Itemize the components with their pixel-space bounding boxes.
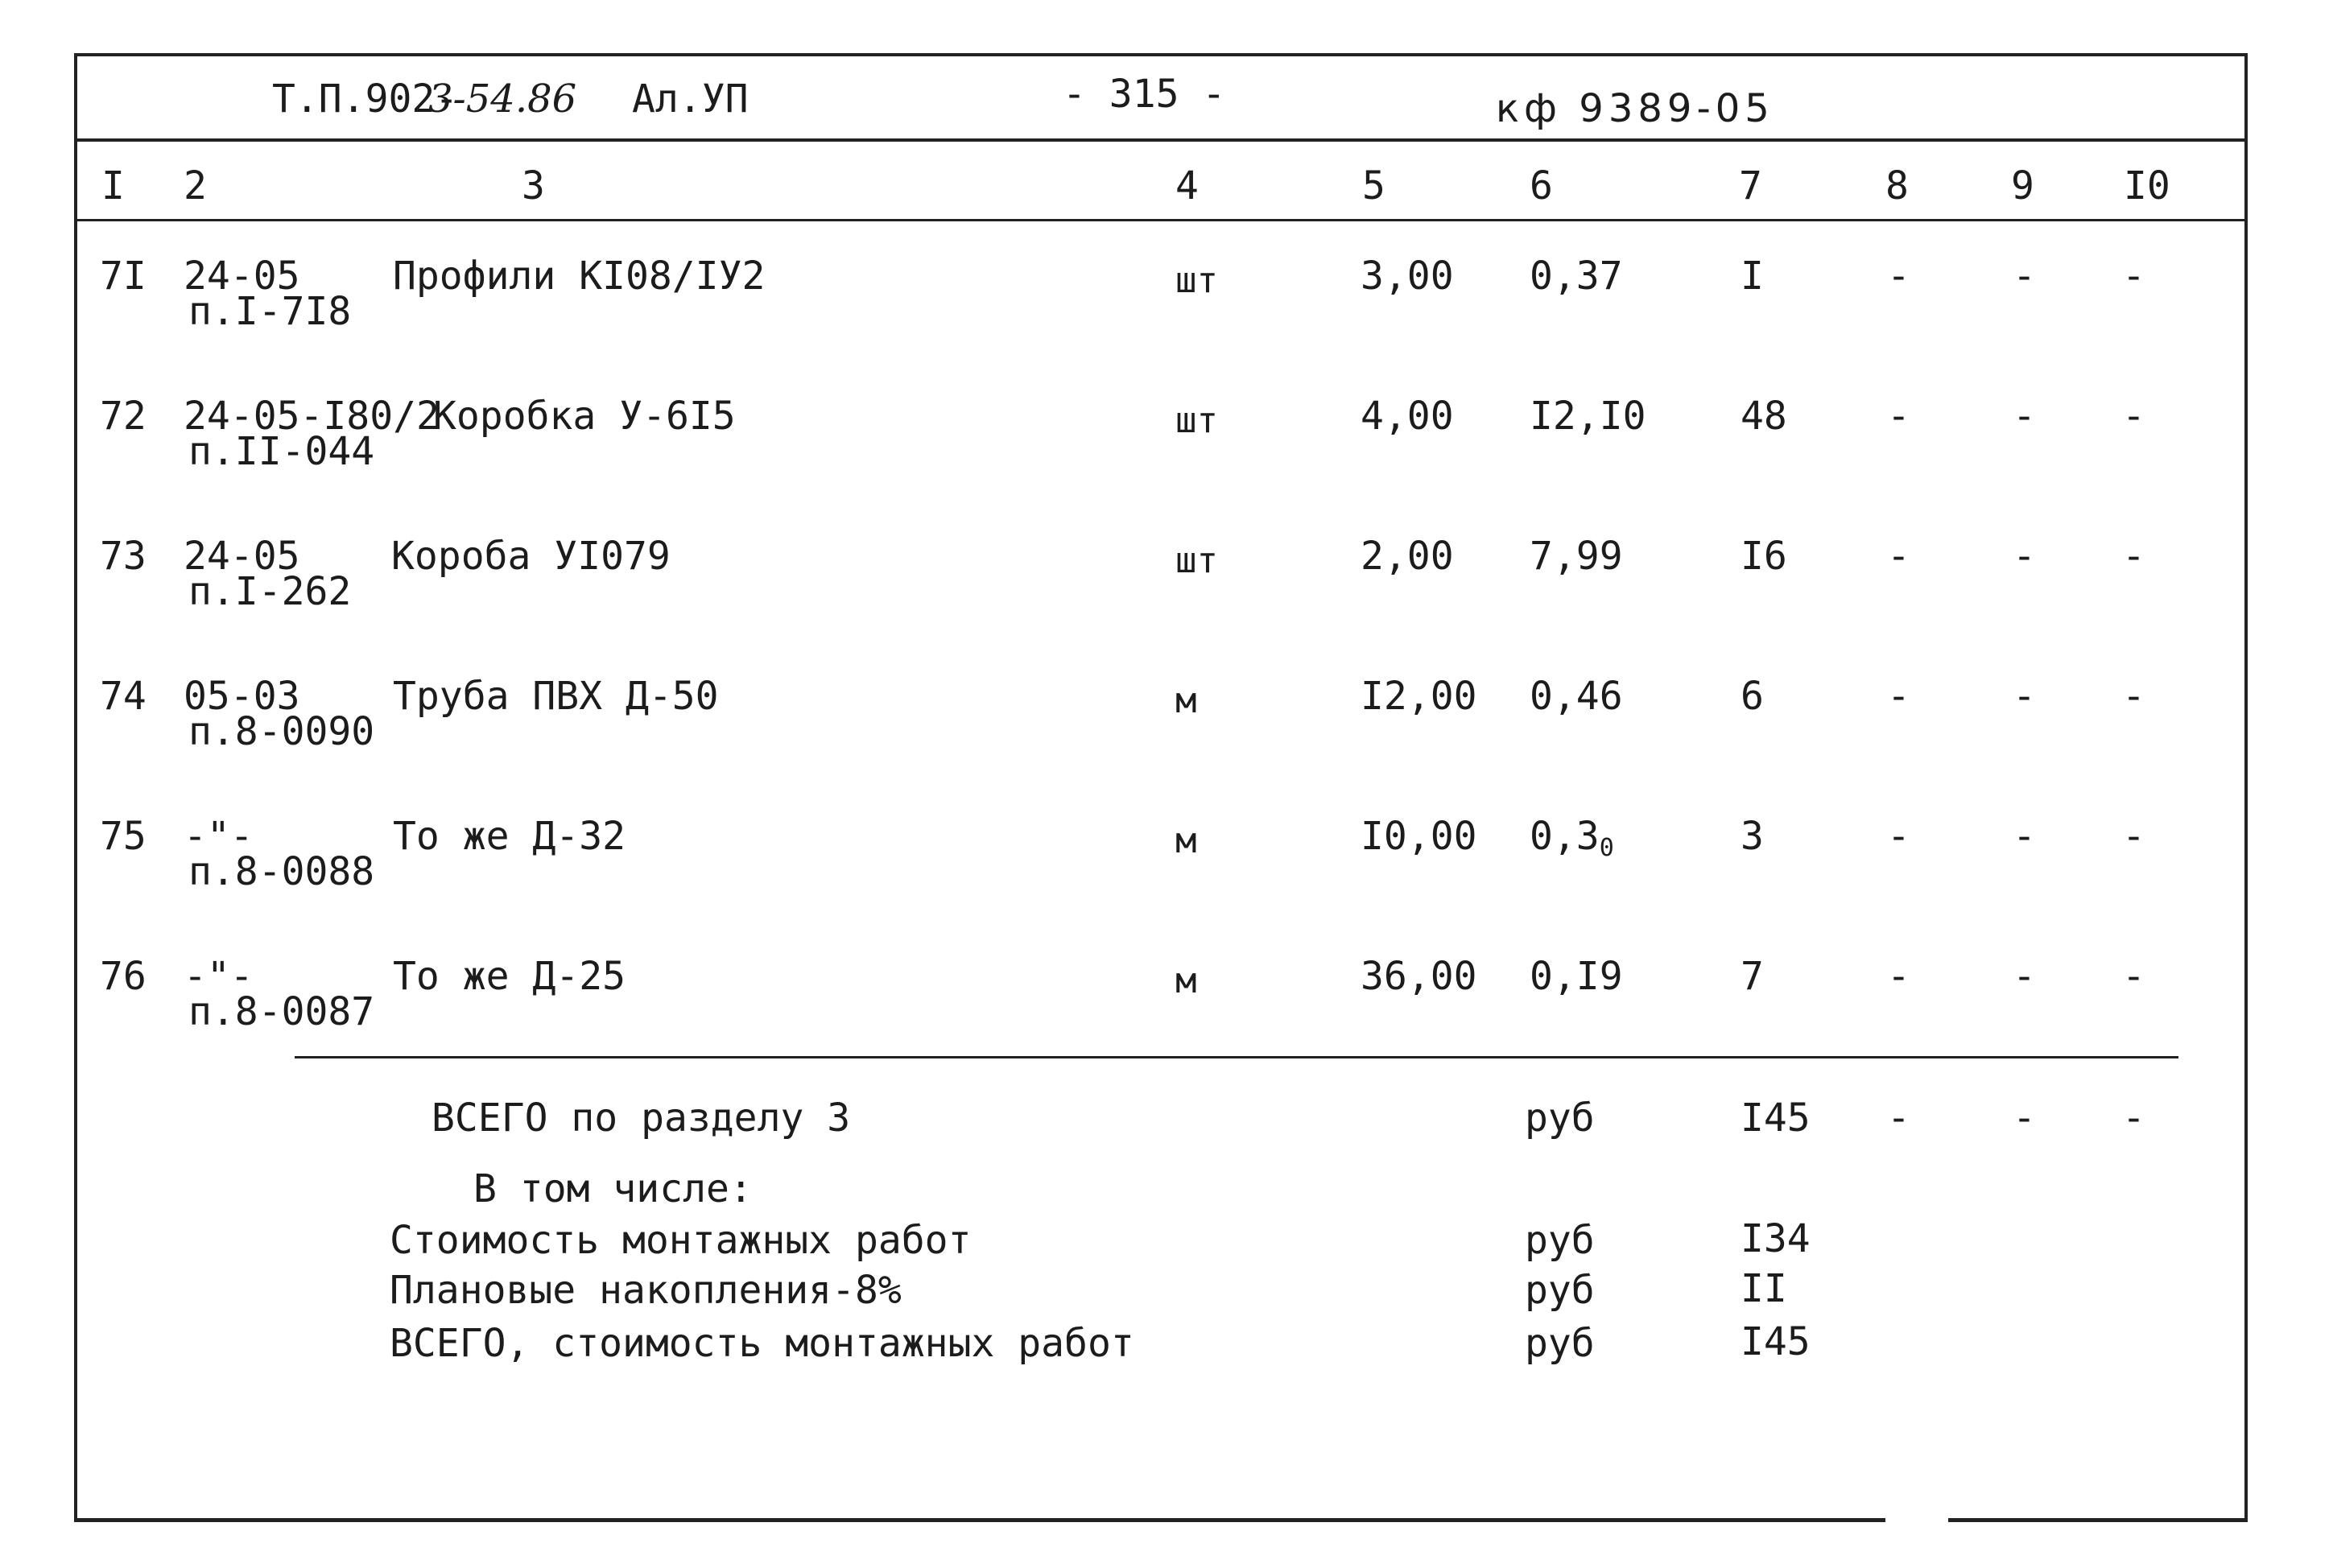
frame-bottom-border — [74, 1518, 1885, 1522]
row-total: 6 — [1741, 674, 1764, 719]
section-total-value: I45 — [1741, 1096, 1811, 1141]
column-header: 8 — [1885, 163, 1909, 208]
row-unit: м — [1175, 680, 1197, 721]
column-header: 2 — [184, 163, 207, 208]
page-number: - 315 - — [1063, 72, 1226, 117]
row-col9: - — [2013, 954, 2036, 999]
row-price: I2,I0 — [1530, 394, 1646, 439]
row-price-subscript: 0 — [1599, 834, 1614, 862]
row-quantity: I2,00 — [1361, 674, 1477, 719]
row-col9: - — [2013, 814, 2036, 859]
section-total-col9: - — [2013, 1096, 2036, 1141]
album-label: Ал.УП — [632, 76, 749, 122]
row-col8: - — [1887, 674, 1910, 719]
row-col10: - — [2122, 534, 2145, 579]
row-col10: - — [2122, 954, 2145, 999]
row-col10: - — [2122, 254, 2145, 299]
row-number: 73 — [100, 534, 147, 579]
row-number: 7I — [100, 254, 147, 299]
column-header-divider — [74, 219, 2248, 221]
row-name: То же Д-25 — [393, 954, 626, 999]
row-price: 0,46 — [1530, 674, 1623, 719]
row-name: Труба ПВХ Д-50 — [393, 674, 719, 719]
row-col9: - — [2013, 254, 2036, 299]
row-col10: - — [2122, 814, 2145, 859]
row-code-item: п.II-044 — [188, 429, 375, 474]
row-number: 72 — [100, 394, 147, 439]
row-code-item: п.I-262 — [188, 569, 352, 614]
row-price — [1530, 815, 1614, 870]
header-divider — [74, 138, 2248, 142]
row-unit: м — [1175, 820, 1197, 861]
column-header: 6 — [1530, 163, 1553, 208]
row-quantity: 4,00 — [1361, 394, 1454, 439]
row-code-item: п.I-7I8 — [188, 289, 352, 334]
doc-prefix: Т.П.902- — [272, 76, 459, 122]
row-price: 0,I9 — [1530, 954, 1623, 999]
row-unit: м — [1175, 960, 1197, 1001]
row-code: -"- — [184, 814, 254, 859]
section-total-col8: - — [1887, 1096, 1910, 1141]
row-code-item: п.8-0088 — [188, 849, 375, 894]
row-total: 48 — [1741, 394, 1787, 439]
row-col8: - — [1887, 814, 1910, 859]
column-header: 7 — [1739, 163, 1762, 208]
row-unit: шт — [1175, 400, 1218, 441]
row-quantity: 3,00 — [1361, 254, 1454, 299]
row-code: 05-03 — [184, 674, 300, 719]
summary-item-unit: руб — [1525, 1218, 1595, 1263]
row-quantity: 36,00 — [1361, 954, 1477, 999]
column-header: 5 — [1362, 163, 1385, 208]
summary-item-value: I45 — [1741, 1319, 1811, 1364]
row-code-item: п.8-0087 — [188, 989, 375, 1034]
summary-item-value: I34 — [1741, 1216, 1811, 1261]
row-col10: - — [2122, 674, 2145, 719]
row-col9: - — [2013, 394, 2036, 439]
section-total-label: ВСЕГО по разделу 3 — [432, 1096, 851, 1141]
column-header: 4 — [1175, 163, 1199, 208]
summary-item-label: Плановые накопления-8% — [390, 1268, 902, 1313]
column-header: I0 — [2124, 163, 2170, 208]
row-name: Коробка У-6I5 — [433, 394, 736, 439]
row-col9: - — [2013, 534, 2036, 579]
section-total-col10: - — [2122, 1096, 2145, 1141]
row-total: 3 — [1741, 814, 1764, 859]
row-unit: шт — [1175, 260, 1218, 301]
row-quantity: I0,00 — [1361, 814, 1477, 859]
row-col8: - — [1887, 954, 1910, 999]
doc-number-handwritten: 3-54.86 — [428, 76, 577, 122]
row-col8: - — [1887, 254, 1910, 299]
column-header: 9 — [2011, 163, 2034, 208]
row-total: 7 — [1741, 954, 1764, 999]
row-code: 24-05-I80/2 — [184, 394, 440, 439]
summary-item-unit: руб — [1525, 1268, 1595, 1313]
row-name: Профили КI08/IУ2 — [393, 254, 766, 299]
including-label: В том числе: — [473, 1166, 753, 1211]
summary-item-label: Стоимость монтажных работ — [390, 1218, 972, 1263]
row-col10: - — [2122, 394, 2145, 439]
row-code-item: п.8-0090 — [188, 709, 375, 754]
summary-item-label: ВСЕГО, стоимость монтажных работ — [390, 1321, 1134, 1366]
column-header: I — [101, 163, 125, 208]
section-total-unit: руб — [1525, 1096, 1595, 1141]
frame-bottom-border-right — [1948, 1518, 2248, 1522]
document-code: кф 9389-05 — [1496, 86, 1774, 131]
row-number: 75 — [100, 814, 147, 859]
row-price: 0,37 — [1530, 254, 1623, 299]
summary-item-value: II — [1741, 1266, 1787, 1311]
row-total: I6 — [1741, 534, 1787, 579]
row-unit: шт — [1175, 540, 1218, 581]
row-col8: - — [1887, 534, 1910, 579]
row-name: То же Д-32 — [393, 814, 626, 859]
row-col8: - — [1887, 394, 1910, 439]
column-header: 3 — [522, 163, 545, 208]
summary-item-unit: руб — [1525, 1321, 1595, 1366]
row-col9: - — [2013, 674, 2036, 719]
row-code: -"- — [184, 954, 254, 999]
row-price-value: 0,3 — [1530, 814, 1600, 859]
row-total: I — [1741, 254, 1764, 299]
row-code: 24-05 — [184, 254, 300, 299]
row-quantity: 2,00 — [1361, 534, 1454, 579]
row-code: 24-05 — [184, 534, 300, 579]
row-number: 74 — [100, 674, 147, 719]
row-name: Короба УI079 — [391, 534, 671, 579]
total-divider — [295, 1056, 2178, 1058]
row-number: 76 — [100, 954, 147, 999]
row-price: 7,99 — [1530, 534, 1623, 579]
